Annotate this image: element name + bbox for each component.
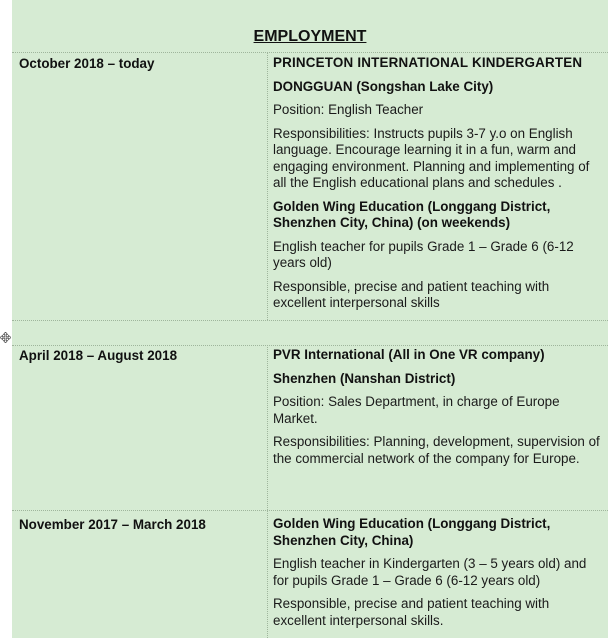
employer-location: DONGGUAN (Songshan Lake City) — [273, 78, 494, 94]
table-border — [12, 52, 608, 53]
responsibilities-text: Responsibilities: Planning, development, supervision of the commercial network of the company for Europe. — [273, 434, 600, 466]
employer-name: PVR International (All in One VR company) — [273, 347, 545, 362]
responsibilities-text: Responsibilities: Instructs pupils 3-7 y.o on English language. Encourage learning it in a fun, warm and engaging environment. Planning and implementing of all the English educational plans and schedules . — [273, 125, 590, 190]
document-page — [12, 0, 608, 638]
entry-details — [273, 55, 605, 312]
qualities-text: Responsible, precise and patient teaching with excellent interpersonal skills — [273, 278, 550, 310]
role-text: English teacher in Kindergarten (3 – 5 years old) and for pupils Grade 1 – Grade 6 (6-12 years old) — [273, 556, 587, 588]
position-text: Position: English Teacher — [273, 102, 424, 117]
employer-name: PRINCETON INTERNATIONAL KINDERGARTEN — [273, 55, 583, 70]
employer-name: Golden Wing Education (Longgang District, Shenzhen City, China) (on weekends) — [273, 198, 551, 230]
entry-dates: October 2018 – today — [19, 56, 155, 71]
entry-details — [273, 516, 605, 629]
role-text: English teacher for pupils Grade 1 – Grade 6 (6-12 years old) — [273, 238, 574, 270]
qualities-text: Responsible, precise and patient teaching with excellent interpersonal skills. — [273, 596, 550, 628]
table-border — [12, 320, 608, 321]
table-border — [12, 345, 608, 346]
employer-location: Shenzhen (Nanshan District) — [273, 370, 456, 386]
entry-dates: April 2018 – August 2018 — [19, 348, 178, 363]
move-handle-icon[interactable] — [0, 332, 11, 343]
column-divider — [267, 52, 268, 320]
employer-name: Golden Wing Education (Longgang District, Shenzhen City, China) — [273, 516, 551, 548]
position-text: Position: Sales Department, in charge of Europe Market. — [273, 394, 560, 426]
table-border — [12, 510, 608, 511]
section-title: EMPLOYMENT — [253, 28, 367, 45]
entry-dates: November 2017 – March 2018 — [19, 517, 206, 532]
entry-details — [273, 347, 605, 467]
column-divider — [267, 345, 268, 510]
column-divider — [267, 510, 268, 638]
